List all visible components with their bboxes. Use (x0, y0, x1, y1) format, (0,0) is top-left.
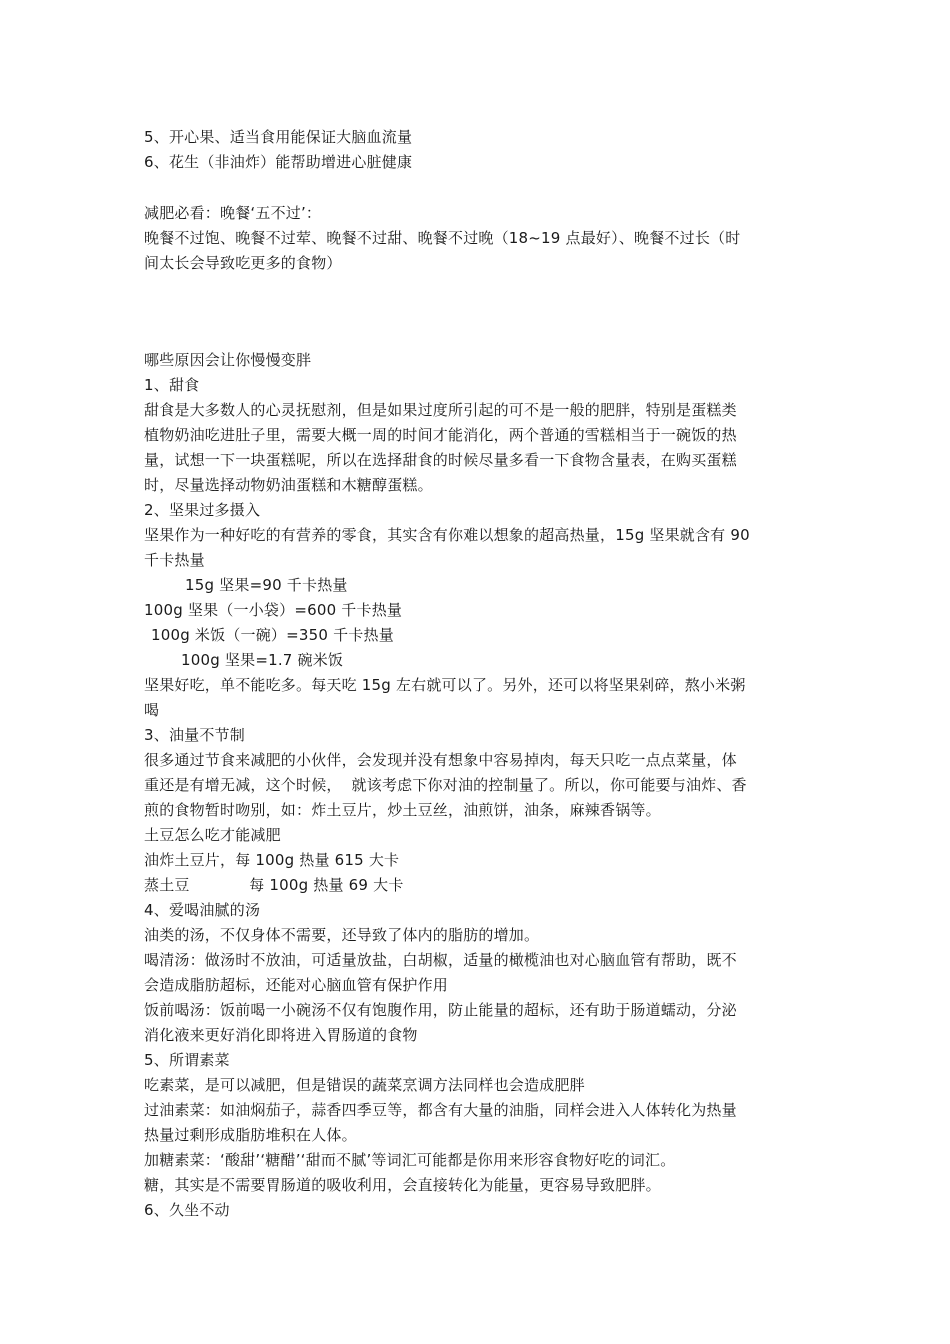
text-line: 1、甜食 (144, 376, 200, 394)
text-line: 100g 坚果（一小袋）=600 千卡热量 (144, 601, 403, 619)
text-line: 100g 米饭（一碗）=350 千卡热量 (151, 626, 394, 644)
text-line: 加糖素菜：‘酸甜’‘糖醋’‘甜而不腻’等词汇可能都是你用来形容食物好吃的词汇。 (144, 1151, 676, 1169)
text-line: 过油素菜：如油焖茄子，蒜香四季豆等，都含有大量的油脂，同样会进入人体转化为热量 (144, 1101, 737, 1119)
text-line: 甜食是大多数人的心灵抚慰剂，但是如果过度所引起的可不是一般的肥胖，特别是蛋糕类 (144, 401, 737, 419)
text-line: 会造成脂肪超标，还能对心脑血管有保护作用 (144, 976, 449, 994)
text-line: 热量过剩形成脂肪堆积在人体。 (144, 1126, 357, 1144)
text-line: 量，试想一下一块蛋糕呢，所以在选择甜食的时候尽量多看一下食物含量表，在购买蛋糕 (144, 451, 737, 469)
text-line: 2、坚果过多摄入 (144, 501, 261, 519)
text-line: 糖，其实是不需要胃肠道的吸收利用，会直接转化为能量，更容易导致肥胖。 (144, 1176, 661, 1194)
text-line: 重还是有增无减，这个时候， 就该考虑下你对油的控制量了。所以，你可能要与油炸、香 (144, 776, 747, 794)
text-line: 减肥必看：晚餐‘五不过’： (144, 204, 322, 222)
text-line: 喝 (144, 701, 160, 719)
text-line: 消化液来更好消化即将进入胃肠道的食物 (144, 1026, 418, 1044)
text-line: 15g 坚果=90 千卡热量 (185, 576, 348, 594)
text-line: 6、久坐不动 (144, 1201, 230, 1219)
text-line: 晚餐不过饱、晚餐不过荤、晚餐不过甜、晚餐不过晚（18~19 点最好）、晚餐不过长（时 (144, 229, 741, 247)
text-line: 吃素菜，是可以减肥，但是错误的蔬菜烹调方法同样也会造成肥胖 (144, 1076, 585, 1094)
text-line: 5、所谓素菜 (144, 1051, 230, 1069)
text-line: 很多通过节食来减肥的小伙伴，会发现并没有想象中容易掉肉，每天只吃一点点菜量，体 (144, 751, 737, 769)
text-line: 6、花生（非油炸）能帮助增进心脏健康 (144, 153, 413, 171)
text-line: 油类的汤，不仅身体不需要，还导致了体内的脂肪的增加。 (144, 926, 540, 944)
text-line: 坚果作为一种好吃的有营养的零食，其实含有你难以想象的超高热量，15g 坚果就含有 90 (144, 526, 750, 544)
text-line: 喝清汤：做汤时不放油，可适量放盐，白胡椒，适量的橄榄油也对心脑血管有帮助，既不 (144, 951, 737, 969)
text-line: 坚果好吃，单不能吃多。每天吃 15g 左右就可以了。另外，还可以将坚果剁碎，熬小米粥 (144, 676, 746, 694)
section-heading: 哪些原因会让你慢慢变胖 (144, 351, 312, 369)
text-line: 千卡热量 (144, 551, 205, 569)
text-line: 4、爱喝油腻的汤 (144, 901, 261, 919)
text-line: 3、油量不节制 (144, 726, 245, 744)
text-line: 饭前喝汤：饭前喝一小碗汤不仅有饱腹作用，防止能量的超标，还有助于肠道蠕动，分泌 (144, 1001, 737, 1019)
text-line: 煎的食物暂时吻别，如：炸土豆片，炒土豆丝，油煎饼，油条，麻辣香锅等。 (144, 801, 661, 819)
text-line: 油炸土豆片，每 100g 热量 615 大卡 (144, 851, 400, 869)
text-line: 植物奶油吃进肚子里，需要大概一周的时间才能消化，两个普通的雪糕相当于一碗饭的热 (144, 426, 737, 444)
text-line: 5、开心果、适当食用能保证大脑血流量 (144, 128, 413, 146)
text-line: 土豆怎么吃才能减肥 (144, 826, 281, 844)
text-line: 100g 坚果=1.7 碗米饭 (181, 651, 344, 669)
text-line: 间太长会导致吃更多的食物） (144, 254, 342, 272)
text-line: 蒸土豆 每 100g 热量 69 大卡 (144, 876, 404, 894)
text-line: 时，尽量选择动物奶油蛋糕和木糖醇蛋糕。 (144, 476, 433, 494)
